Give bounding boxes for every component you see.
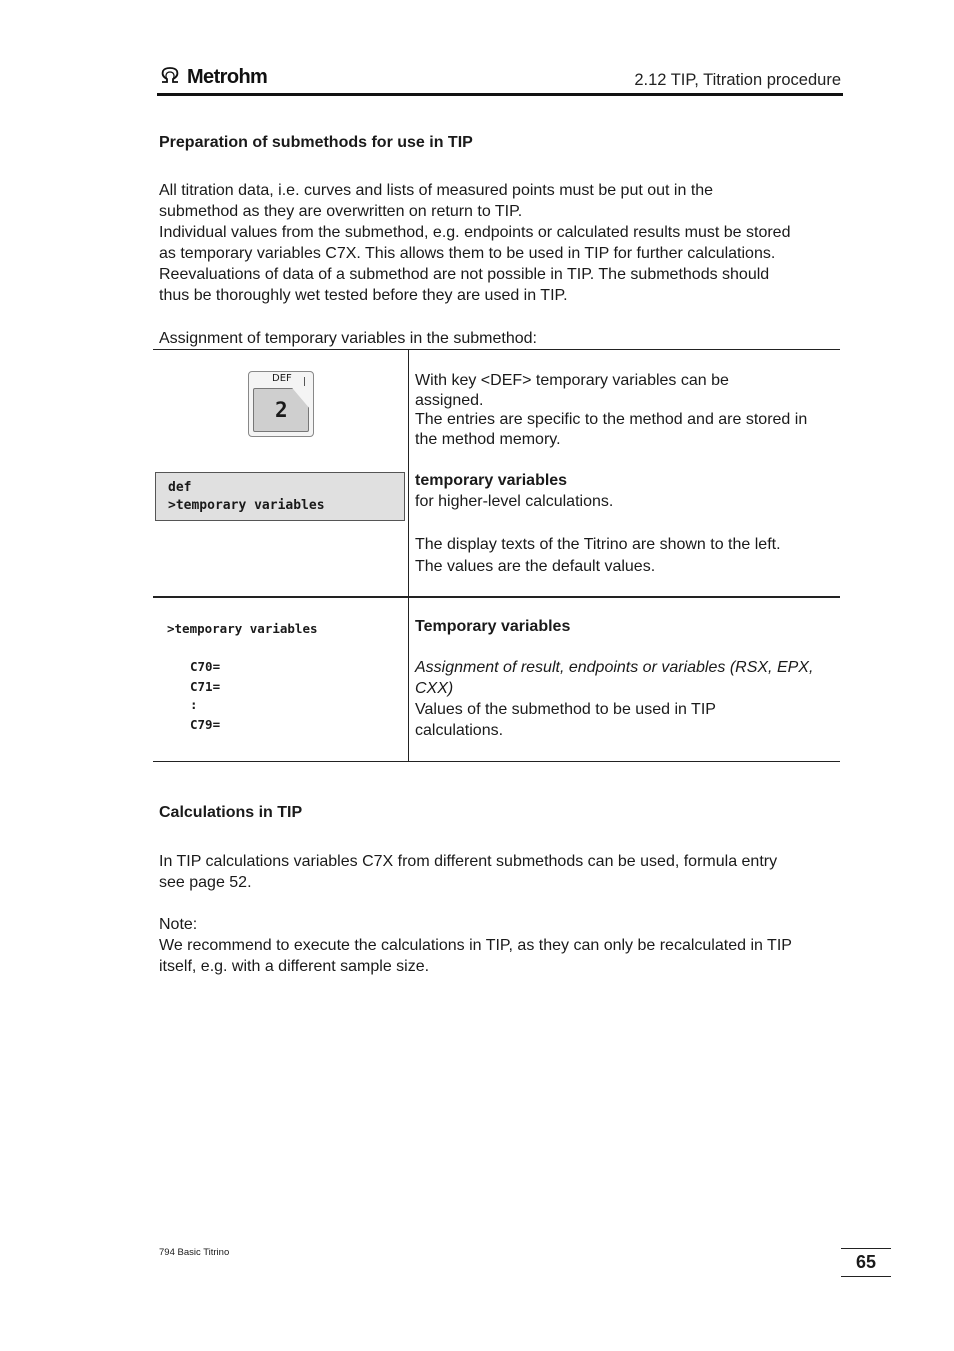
variable-c79: C79= bbox=[190, 717, 221, 732]
def-key-icon bbox=[248, 371, 314, 437]
text-line: Individual values from the submethod, e.g. endpoints or calculated results must be stored bbox=[159, 224, 791, 241]
variable-c70: C70= bbox=[190, 659, 221, 674]
section-title: 2.12 TIP, Titration procedure bbox=[634, 71, 841, 89]
text-line: see page 52. bbox=[159, 874, 252, 891]
text-line: With key <DEF> temporary variables can be bbox=[415, 372, 729, 389]
text-line: Reevaluations of data of a submethod are not possible in TIP. The submethods should bbox=[159, 266, 770, 283]
table-row-divider bbox=[153, 596, 840, 598]
brand-logo bbox=[159, 66, 267, 89]
titrino-display bbox=[155, 472, 405, 521]
parameter-heading: Temporary variables bbox=[415, 618, 571, 635]
display-line: >temporary variables bbox=[168, 498, 325, 513]
table-top-rule bbox=[153, 349, 840, 350]
text-line: submethod as they are overwritten on return to TIP. bbox=[159, 203, 523, 220]
key-top-label: DEF bbox=[272, 373, 292, 384]
key-tick bbox=[304, 377, 305, 386]
text-line: thus be thoroughly wet tested before they are used in TIP. bbox=[159, 287, 568, 304]
display-line: def bbox=[168, 480, 192, 495]
calc-paragraph bbox=[159, 851, 849, 893]
text-line: CXX) bbox=[415, 680, 454, 697]
header-divider bbox=[157, 93, 843, 96]
text-line: The values are the default values. bbox=[415, 557, 656, 575]
row1-parameter bbox=[415, 471, 840, 511]
text-line: for higher-level calculations. bbox=[415, 492, 614, 510]
variable-c71: C71= bbox=[190, 679, 221, 694]
assignment-intro: Assignment of temporary variables in the submethod: bbox=[159, 330, 537, 347]
page-number: 65 bbox=[855, 1252, 877, 1272]
note-label: Note: bbox=[159, 916, 198, 933]
text-line: itself, e.g. with a different sample size. bbox=[159, 958, 430, 975]
text-line: We recommend to execute the calculations in TIP, as they can only be recalculated in TIP bbox=[159, 937, 792, 954]
text-line: The display texts of the Titrino are shown to the left. bbox=[415, 536, 781, 553]
text-line: Assignment of result, endpoints or variables (RSX, EPX, bbox=[415, 659, 814, 676]
key-number: 2 bbox=[275, 398, 288, 422]
intro-paragraph bbox=[159, 180, 849, 306]
table-column-divider bbox=[408, 349, 409, 761]
variable-ellipsis: : bbox=[190, 697, 198, 712]
row2-description bbox=[415, 657, 840, 741]
note-paragraph bbox=[159, 914, 849, 977]
brand-name: Metrohm bbox=[187, 66, 268, 88]
text-line: calculations. bbox=[415, 722, 504, 739]
section-heading: Preparation of submethods for use in TIP bbox=[159, 134, 473, 151]
text-line: the method memory. bbox=[415, 430, 561, 448]
page-number-box bbox=[841, 1248, 891, 1277]
text-line: Values of the submethod to be used in TIP bbox=[415, 701, 716, 718]
text-line: In TIP calculations variables C7X from different submethods can be used, formula entry bbox=[159, 853, 778, 870]
row1-description bbox=[415, 371, 840, 449]
section-heading: Calculations in TIP bbox=[159, 804, 303, 821]
parameter-heading: temporary variables bbox=[415, 472, 568, 489]
text-line: All titration data, i.e. curves and lists of measured points must be put out in the bbox=[159, 182, 714, 199]
product-name: 794 Basic Titrino bbox=[159, 1247, 230, 1258]
text-line: assigned. bbox=[415, 391, 484, 409]
text-line: as temporary variables C7X. This allows them to be used in TIP for further calculations. bbox=[159, 245, 776, 262]
row1-note bbox=[415, 534, 840, 577]
table-bottom-rule bbox=[153, 761, 840, 762]
text-line: The entries are specific to the method and are stored in bbox=[415, 411, 808, 428]
display-text: >temporary variables bbox=[167, 621, 318, 636]
omega-logo-icon bbox=[159, 66, 181, 89]
